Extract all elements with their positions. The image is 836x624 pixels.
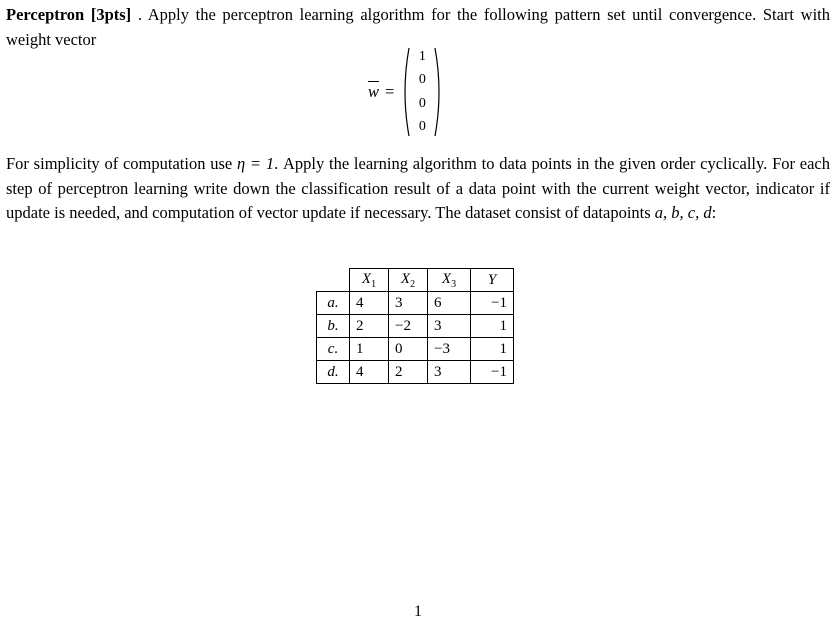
weight-symbol: $\overline{w}$	[368, 82, 380, 101]
weight-entry: 0	[418, 72, 426, 88]
weight-entry: 0	[418, 118, 426, 134]
column-header-x3: $X_3$	[428, 269, 471, 292]
problem-heading: Perceptron [3pts]	[6, 5, 132, 24]
cell-x2: 3	[389, 292, 428, 315]
weight-entry: 1	[418, 49, 426, 64]
intro-text: . Apply the perceptron learning algorithm for the following pattern set until convergence. Start with weight vector	[6, 5, 830, 49]
table-header-row	[317, 269, 514, 292]
right-paren-icon	[434, 46, 444, 138]
weight-equals: =	[385, 82, 395, 101]
cell-x3: −3	[428, 338, 471, 361]
eta-expression: η = 1	[236, 154, 275, 173]
instructions-text-2: . Apply the learning algorithm to data points in the given order cyclically. For each step of perceptron learning write down the classification result of a data point with the current weight vector, indicator if update is needed, and computation of vector update if necessary. The dataset consist of datapoints	[6, 154, 830, 222]
cell-x1: 4	[350, 361, 389, 384]
weight-vector	[368, 46, 444, 138]
column-header-x1: $X_1$	[350, 269, 389, 292]
cell-x2: 0	[389, 338, 428, 361]
table-row	[317, 292, 514, 315]
cell-x2: −2	[389, 315, 428, 338]
instructions-paragraph	[6, 152, 830, 226]
cell-y: −1	[471, 361, 514, 384]
cell-x3: 6	[428, 292, 471, 315]
cell-y: −1	[471, 292, 514, 315]
cell-y: 1	[471, 338, 514, 361]
instructions-text-1: For simplicity of computation use	[6, 154, 237, 173]
page-number: 1	[414, 603, 422, 620]
row-label: c.	[317, 338, 350, 361]
row-label: b.	[317, 315, 350, 338]
row-label: a.	[317, 292, 350, 315]
dataset-table	[316, 268, 514, 384]
cell-x3: 3	[428, 361, 471, 384]
table-row	[317, 361, 514, 384]
datapoints-list: a, b, c, d	[654, 203, 712, 222]
cell-x1: 4	[350, 292, 389, 315]
column-header-y: Y	[471, 269, 514, 292]
cell-x1: 1	[350, 338, 389, 361]
column-header-x2: $X_2$	[389, 269, 428, 292]
instructions-text-3: :	[711, 203, 717, 222]
cell-x1: 2	[350, 315, 389, 338]
left-paren-icon	[400, 46, 410, 138]
cell-x2: 2	[389, 361, 428, 384]
cell-y: 1	[471, 315, 514, 338]
weight-entry: 0	[418, 95, 426, 111]
weight-entries	[410, 48, 434, 136]
table-row	[317, 338, 514, 361]
table-corner	[317, 269, 350, 292]
row-label: d.	[317, 361, 350, 384]
cell-x3: 3	[428, 315, 471, 338]
table-row	[317, 315, 514, 338]
intro-paragraph	[6, 3, 830, 52]
